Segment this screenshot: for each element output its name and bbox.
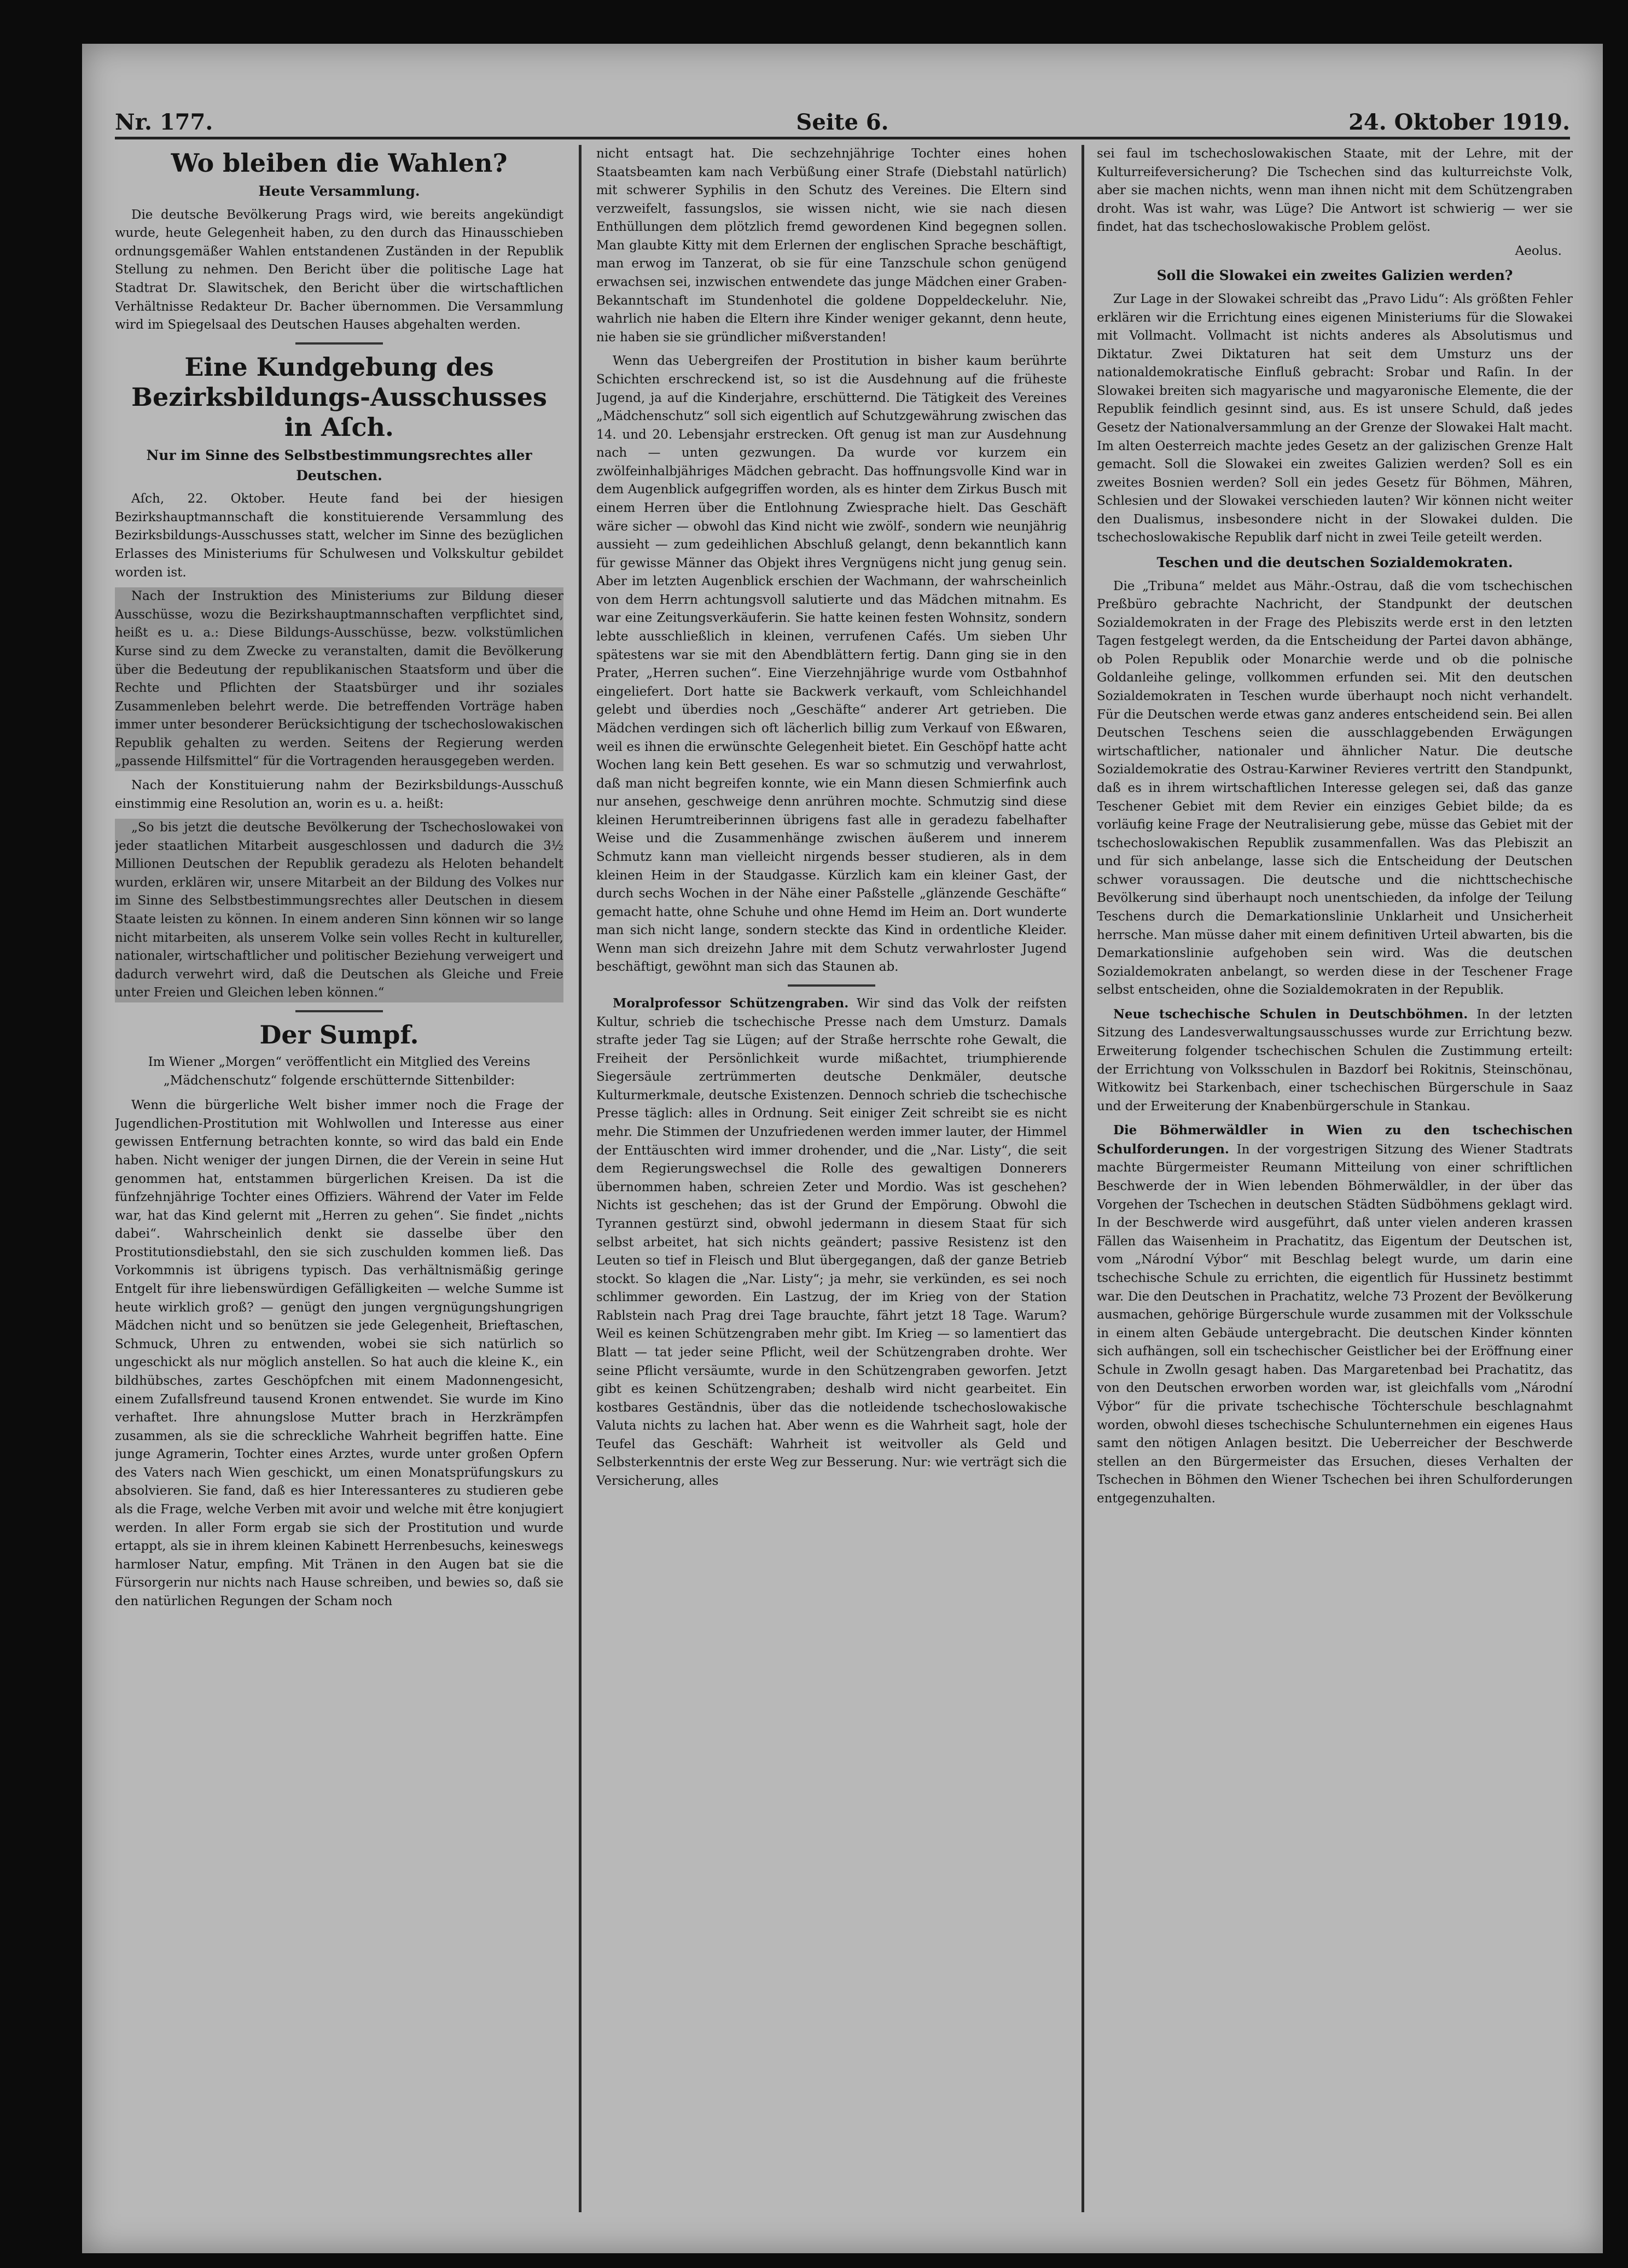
author-signature: Aeolus. [1515,243,1562,258]
column-2 [596,145,1067,2223]
column-3 [1097,145,1573,2223]
article-paragraph: In der vorgestrigen Sitzung des Wiener Stadtrats machte Bürgermeister Reumann Mitteilung von einer schriftlichen Beschwerde der in Wien lebenden Böhmerwäldler, in der über das Vorgehen der Tschechen in deutschen Städten Südböhmens geklagt wird. In der Beschwerde wird ausgeführt, daß unter vielen anderen krassen Fällen das Waisenheim in Prachatitz, das Eigentum der Deutschen ist, vom „Národní Výbor“ mit Beschlag belegt wurde, um darin eine tschechische Schule zu errichten, die eigentlich für Hussinetz bestimmt war. Die den Deutschen in Prachatitz, welche 73 Prozent der Bevölkerung ausmachen, gehörige Bürgerschule wurde zusammen mit der Volksschule in einem alten Gebäude untergebracht. Die deutschen Kinder könnten sich aufhängen, soll ein tschechischer Geistlicher bei der Eröffnung einer Schule in Zwolln gesagt haben. Das Margaretenbad bei Prachatitz, das von den Deutschen erworben worden war, ist gleichfalls vom „Národní Výbor“ für die private tschechische Töchterschule beschlagnahmt worden, obwohl dieses tschechische Schulunternehmen ein eigenes Haus samt den nötigen Anlagen besitzt. Die Ueberreicher der Beschwerde stellen an den Bürgermeister das Ersuchen, dieses Verhalten der Tschechen in Böhmen den Wiener Tschechen bei ihren Schulforderungen entgegenzuhalten. [1097,1142,1573,1506]
article-lead: Moralprofessor Schützengraben. [613,996,849,1011]
article-subheading: Nur im Sinne des Selbstbestimmungsrechtes aller Deutschen. [146,447,532,483]
article-lead: Teschen und die deutschen Sozialdemokraten. [1156,555,1513,571]
page-header [115,77,1570,139]
article-paragraph: Die „Tribuna“ meldet aus Mähr.-Ostrau, daß die vom tschechischen Preßbüro gebrachte Nachricht, der Standpunkt der deutschen Sozialdemokraten in der Frage des Plebiszits werde erst in den letzten Tagen festgelegt werden, da die Entscheidung der Partei davon abhänge, ob Polen Republik oder Monarchie werde und ob die polnische Goldanleihe gelinge, vollkommen erfunden sei. Mit den deutschen Sozialdemokraten in Teschen wurde überhaupt noch nicht verhandelt. Für die Deutschen werde etwas ganz anderes entscheidend sein. Bei allen Deutschen Teschens seien die ausschlaggebenden Erwägungen wirtschaftlicher, nationaler und ähnlicher Natur. Die deutsche Sozialdemokratie des Ostrau-Karwiner Revieres vertritt den Standpunkt, daß es in ihrem wirtschaftlichen Interesse gelegen sei, daß das ganze Teschener Gebiet mit dem Revier ein einziges Gebiet bilde; da es vorläufig keine Frage der Neutralisierung gebe, müsse das Gebiet mit der tschechoslowakischen Republik zusammenfallen. Was das Plebiszit an und für sich anbelange, lasse sich die Entscheidung der Deutschen schwer voraussagen. Die deutsche und die nichttschechische Bevölkerung sind überhaupt noch unentschieden, da infolge der Teilung Teschens durch die Demarkationslinie Unklarheit und Unsicherheit herrsche. Man müsse daher mit einem definitiven Urteil abwarten, bis die Demarkationslinie aufgehoben sein wird. Was die deutschen Sozialdemokraten anbelangt, so werden diese in der Teschener Frage selbst entscheiden, ohne die Sozialdemokraten in der Republik. [1097,579,1573,998]
article-heading: Wo bleiben die Wahlen? [171,148,508,178]
separator [788,984,875,987]
article-paragraph: In der letzten Sitzung des Landesverwaltungsausschusses wurde zur Errichtung bezw. Erweiterung folgender tschechischen Schulen die Zustimmung erteilt: der Errichtung von Volksschulen in Bazdorf bei Rokitnis, Steinschönau, Witkowitz bei Starkenbach, einer tschechischen Bürgerschule in Saaz und der Erweiterung der Knabenbürgerschule in Stankau. [1097,1007,1573,1113]
article-paragraph: Die deutsche Bevölkerung Prags wird, wie bereits angekündigt wurde, heute Gelegenheit haben, zu den durch das Hinausschieben ordnungsgemäßer Wahlen entstandenen Zuständen in der Republik Stellung zu nehmen. Den Bericht über die politische Lage hat Stadtrat Dr. Slawitschek, den Bericht über die wirtschaftlichen Verhältnisse Redakteur Dr. Bacher übernommen. Die Versammlung wird im Spiegelsaal des Deutschen Hauses abgehalten werden. [115,207,563,333]
article-paragraph: Wenn die bürgerliche Welt bisher immer noch die Frage der Jugendlichen-Prostitution mit Wohlwollen und Interesse aus einer gewissen Entfernung betrachten konnte, so wird das bald ein Ende haben. Nicht weniger der jungen Dirnen, die der Verein in seine Hut genommen hat, entstammen bürgerlichen Kreisen. Da ist die fünfzehnjährige Tochter eines Offiziers. Während der Vater im Felde war, hat das Kind gelernt mit „Herren zu gehen“. Sie findet „nichts dabei“. Wahrscheinlich denkt sie dasselbe über den Prostitutionsdiebstahl, den sie sich zuschulden kommen ließ. Das Vorkommnis ist übrigens typisch. Das verhältnismäßig geringe Entgelt für ihre liebenswürdigen Gefälligkeiten — welche Summe ist heute wirklich groß? — genügt den jungen vergnügungshungrigen Mädchen nicht und so benützen sie jede Gelegenheit, Brieftaschen, Schmuck, Uhren zu entwenden, wobei sie sich natürlich so ungeschickt als nur möglich anstellen. So hat auch die kleine K., ein bildhübsches, zartes Geschöpfchen mit einem Madonnengesicht, einem Zufallsfreund tausend Kronen entwendet. Sie wurde im Kino verhaftet. Ihre ahnungslose Mutter brach in Herzkrämpfen zusammen, als sie die schreckliche Wahrheit begriffen hatte. Eine junge Agramerin, Tochter eines Arztes, wurde unter großen Opfern des Vaters nach Wien geschickt, um einen Monatsprüfungskurs zu absolvieren. Sie fand, daß es hier Interessanteres zu studieren gebe als die Frage, welche Verben mit avoir und welche mit être konjugiert werden. In aller Form ergab sie sich der Prostitution und wurde ertappt, als sie in ihrem kleinen Kabinett Herrenbesuchs, keineswegs harmloser Natur, empfing. Mit Tränen in den Augen bat sie die Fürsorgerin nur nichts nach Hause schreiben, und bewies so, daß sie den natürlichen Regungen der Scham noch [115,1098,563,1608]
article-paragraph: Nach der Instruktion des Ministeriums zur Bildung dieser Ausschüsse, wozu die Bezirkshauptmannschaften verpflichtet sind, heißt es u. a.: Diese Bildungs-Ausschüsse, bezw. volkstümlichen Kurse sind zu dem Zwecke zu veranstalten, damit die Bevölkerung über die Bedeutung der republikanischen Staatsform und über die Rechte und Pflichten der Staatsbürger und ihr soziales Zusammenleben belehrt werde. Die betreffenden Vorträge haben immer unter besonderer Berücksichtigung der tschechoslowakischen Republik gehalten zu werden. Seitens der Regierung werden „passende Hilfsmittel“ für die Vortragenden herausgegeben werden. [115,587,563,771]
article-lead: Neue tschechische Schulen in Deutschböhmen. [1113,1006,1468,1022]
article-heading: Der Sumpf. [259,1019,419,1050]
article-lead: Die Böhmerwäldler in Wien zu den tschechischen Schulforderungen. [1097,1123,1573,1157]
article-paragraph: Wir sind das Volk der reifsten Kultur, schrieb die tschechische Presse nach dem Umsturz. Damals strafte jeder Tag sie Lügen; auf der Straße herrschte rohe Gewalt, die Freiheit der Persönlichkeit wurde mißachtet, triumphierende Siegersäule zertrümmerten deutsche Denkmäler, deutsche Kulturmerkmale, deutsche Existenzen. Dennoch schrieb die tschechische Presse täglich: alles in Ordnung. Seit einiger Zeit schreibt sie es nicht mehr. Die Stimmen der Unzufriedenen werden immer lauter, der Himmel der Enttäuschten wird immer drohender, und die „Nar. Listy“, die seit dem Regierungswechsel die Rolle des gewaltigen Donnerers übernommen haben, schreien Zeter und Mordio. Was ist geschehen? Nichts ist geschehen; das ist der Grund der Empörung. Obwohl die Tyrannen gestürzt sind, obwohl jedermann in diesem Staat für sich selbst arbeitet, hat sich nichts geändert; passive Resistenz ist den Leuten so tief in Fleisch und Blut übergegangen, daß der ganze Betrieb stockt. So klagen die „Nar. Listy“; ja mehr, sie verkünden, es sei noch schlimmer geworden. Ein Lastzug, der im Krieg von der Station Rablstein nach Prag drei Tage brauchte, fährt jetzt 18 Tage. Warum? Weil es keinen Schützengraben mehr gibt. Im Krieg — so lamentiert das Blatt — tat jeder seine Pflicht, weil der Schützengraben drohte. Wer seine Pflicht versäumte, wurde in den Schützengraben geworfen. Jetzt gibt es keinen Schützengraben; deshalb wird nicht gearbeitet. Ein kostbares Geständnis, über das die notleidende tschechoslowakische Valuta nichts zu lachen hat. Aber wenn es die Wahrheit sagt, hole der Teufel das Geschäft: Wahrheit ist weitvoller als Geld und Selbsterkenntnis der erste Weg zur Besserung. Nur: wie verträgt sich die Versicherung, alles [596,996,1067,1489]
article-paragraph: nicht entsagt hat. Die sechzehnjährige Tochter eines hohen Staatsbeamten kam nach Verbüßung einer Strafe (Diebstahl natürlich) mit schwerer Syphilis in den Schutz des Vereines. Die Eltern sind verzweifelt, fassungslos, sie wissen nicht, wie sie nach diesen Enthüllungen dem plötzlich fremd gewordenen Kind begegnen sollen. Man glaubte Kitty mit dem Erlernen der englischen Sprache beschäftigt, man erwog im Tanzerat, ob sie für eine Tanzschule schon genügend erwachsen sei, inzwischen entwendete das junge Mädchen einer Graben-Bekanntschaft im Stundenhotel die goldene Doppeldeckeluhr. Nie, wahrlich nie haben die Eltern ihre Kinder weniger gekannt, denn heute, nie haben sie sie gründlicher mißverstanden! [596,147,1067,345]
article-paragraph: Wenn das Uebergreifen der Prostitution in bisher kaum berührte Schichten erschreckend ist, so ist die Ausdehnung auf die früheste Jugend, ja auf die Kinderjahre, erschütternd. Die Tätigkeit des Vereines „Mädchenschutz“ soll sich eigentlich auf Schutzgewährung zwischen das 14. und 20. Lebensjahr erstrecken. Oft genug ist man zur Ausdehnung nach — unten gezwungen. Da wurde vor kurzem ein zwölfeinhalbjähriges Mädchen gebracht. Das hoffnungsvolle Kind war in dem Augenblick aufgegriffen worden, als es hinter dem Zirkus Busch mit einem Herren über die Entlohnung Zwiesprache hielt. Das Geschäft wäre sicher — obwohl das Kind nicht wie zwölf-, sondern wie neunjährig aussieht — zum gedeihlichen Abschluß gelangt, denn bekanntlich kann für gewisse Männer das Objekt ihres Vergnügens nicht jung genug sein. Aber im letzten Augenblick erschien der Wachmann, der wahrscheinlich von dem Herrn achtungsvoll salutierte und das Mädchen mitnahm. Es war eine Zeitungsverkäuferin. Sie hatte keinen festen Wohnsitz, sondern lebte ausschließlich in kleinen, verrufenen Cafés. Um sieben Uhr spätestens war sie mit den Abendblättern fertig. Dann ging sie in den Prater, „Herren suchen“. Eine Vierzehnjährige wurde vom Ostbahnhof eingeliefert. Dort hatte sie Backwerk verkauft, vom Schleichhandel gelebt und überdies noch „Geschäfte“ anderer Art getrieben. Die Mädchen verdingen sich oft lächerlich billig zum Verkauf von Eßwaren, weil es ihnen die erwünschte Gelegenheit bietet. Ein Geschöpf hatte acht Wochen lang kein Bett gesehen. Es war so schmutzig und verwahrlost, daß man nicht begreifen konnte, wie ein Mann diesen Schmierfink auch nur ansehen, geschweige denn anrühren mochte. Schmutzig sind diese kleinen Herumtreiberinnen übrigens fast alle in geradezu fabelhafter Weise und die Zusammenhänge zwischen äußerem und innerem Schmutz kann man vielleicht nirgends besser studieren, als in dem kleinen Heim in der Staudgasse. Kürzlich kam ein kleiner Gast, der durch sechs Wochen in der Nähe einer Paßstelle „glänzende Geschäfte“ gemacht hatte, ohne Schuhe und ohne Hemd im Heim an. Dort wunderte man sich nicht lange, sondern steckte das Kind in ordentliche Kleider. Wenn man sich dreizehn Jahre mit dem Schutz verwahrloster Jugend beschäftigt, gewöhnt man sich das Staunen ab. [596,354,1067,975]
article-paragraph: sei faul im tschechoslowakischen Staate, mit der Lehre, mit der Kulturreifeversicherung? Die Tschechen sind das kulturreichste Volk, aber sie machen nichts, wenn man ihnen nicht mit dem Schützengraben droht. Was ist wahr, was Lüge? Die Antwort ist schwierig — wer sie findet, hat das tschechoslowakische Problem gelöst. [1097,147,1573,235]
newspaper-page [82,44,1603,2253]
article-intro: Im Wiener „Morgen“ veröffentlicht ein Mitglied des Vereins „Mädchenschutz“ folgende erschütternde Sittenbilder: [148,1055,531,1088]
issue-number: Nr. 177. [115,109,213,135]
separator [295,342,383,345]
article-paragraph: Zur Lage in der Slowakei schreibt das „Pravo Lidu“: Als größten Fehler erklären wir die Errichtung eines eigenen Ministeriums für die Slowakei mit Vollmacht. Vollmacht ist nichts anderes als Absolutismus und Diktatur. Zwei Diktaturen hat seit dem Umsturz uns der nationaldemokratische Einfluß gebracht: Srobar und Raſin. In der Slowakei breiten sich magyarische und magyaronische Elemente, die der Republik feindlich gesinnt sind, aus. Es ist unsere Schuld, daß jedes Gesetz der Nationalversammlung an der Grenze der Slowakei Halt macht. Im alten Oesterreich machte jedes Gesetz an der galizischen Grenze Halt gemacht. Soll die Slowakei ein zweites Galizien werden? Soll es ein zweites Bosnien werden? Soll ein jedes Gesetz für Böhmen, Mähren, Schlesien und der Slowakei verschieden lauten? Wir können nicht weiter den Dualismus, insbesondere nicht in der Slowakei dulden. Die tschechoslowakische Republik darf nicht in zwei Teile geteilt werden. [1097,291,1573,545]
column-rule [579,145,582,2212]
article-lead: Soll die Slowakei ein zweites Galizien werden? [1156,267,1513,284]
page-number: Seite 6. [796,109,889,135]
article-paragraph: „So bis jetzt die deutsche Bevölkerung der Tschechoslowakei von jeder staatlichen Mitarbeit ausgeschlossen und dadurch die 3½ Millionen Deutschen der Republik geradezu als Heloten behandelt wurden, erklären wir, unsere Mitarbeit an der Bildung des Volkes nur im Sinne des Selbstbestimmungsrechtes aller Deutschen in diesem Staate leisten zu können. In einem anderen Sinn können wir so lange nicht mitarbeiten, als unserem Volke sein volles Recht in kultureller, nationaler, wirtschaftlicher und politischer Beziehung verweigert und dadurch verwehrt wird, daß die Deutschen als Gleiche und Freie unter Freien und Gleichen leben können.“ [115,819,563,1002]
article-paragraph: Nach der Konstituierung nahm der Bezirksbildungs-Ausschuß einstimmig eine Resolution an, worin es u. a. heißt: [115,778,563,811]
separator [295,1010,383,1012]
article-paragraph: Aſch, 22. Oktober. Heute fand bei der hiesigen Bezirkshauptmannschaft die konstituierende Versammlung des Bezirksbildungs-Ausschusses statt, welcher im Sinne des bezüglichen Erlasses des Ministeriums für Schulwesen und Volkskultur gebildet worden ist. [115,492,563,580]
issue-date: 24. Oktober 1919. [1348,109,1570,135]
article-heading: Eine Kundgebung des Bezirksbildungs-Ausschusses in Aſch. [131,352,547,442]
column-1 [115,145,563,2223]
column-rule [1082,145,1084,2212]
article-subheading: Heute Versammlung. [258,183,420,200]
